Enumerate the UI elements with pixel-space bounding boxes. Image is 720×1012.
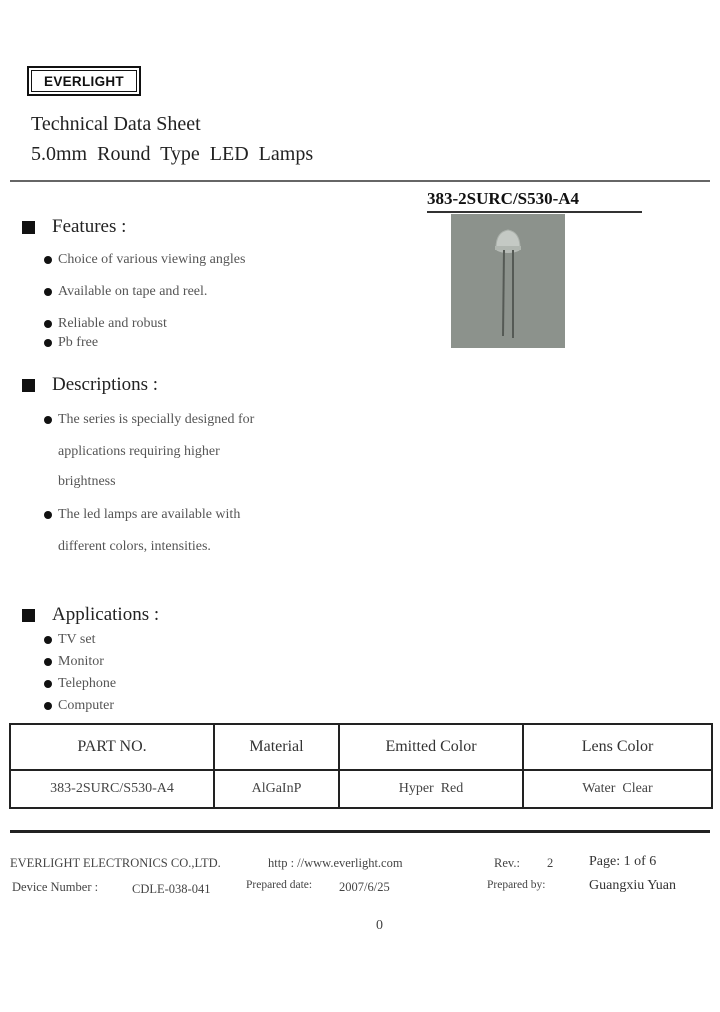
part-number-underline xyxy=(427,211,642,213)
bullet-icon xyxy=(44,658,52,666)
bullet-icon xyxy=(44,339,52,347)
table-header-cell: PART NO. xyxy=(10,724,214,770)
description-line: different colors, intensities. xyxy=(58,539,211,554)
application-item: Telephone xyxy=(44,676,116,692)
table-cell: Hyper Red xyxy=(339,770,523,808)
everlight-logo xyxy=(27,66,141,96)
bullet-icon xyxy=(44,511,52,519)
table-header-cell: Emitted Color xyxy=(339,724,523,770)
features-square-icon xyxy=(22,221,35,234)
header-divider xyxy=(10,180,710,182)
device-number-value: CDLE-038-041 xyxy=(132,882,211,896)
prepared-date-label: Prepared date: xyxy=(246,879,313,891)
features-heading: Features : xyxy=(52,216,127,237)
feature-item: Choice of various viewing angles xyxy=(44,252,245,268)
description-item: The series is specially designed for xyxy=(44,412,254,428)
table-cell: AlGaInP xyxy=(214,770,339,808)
applications-square-icon xyxy=(22,609,35,622)
bullet-icon xyxy=(44,256,52,264)
application-item: Computer xyxy=(44,698,114,714)
feature-item: Reliable and robust xyxy=(44,316,167,332)
led-lamp-icon xyxy=(451,214,565,348)
page-count: Page: 1 of 6 xyxy=(589,854,657,869)
prepared-by-label: Prepared by: xyxy=(487,879,546,891)
document-title: Technical Data Sheet xyxy=(31,113,201,135)
bullet-icon xyxy=(44,320,52,328)
document-subtitle: 5.0mm Round Type LED Lamps xyxy=(31,143,314,165)
bullet-icon xyxy=(44,636,52,644)
bullet-icon xyxy=(44,288,52,296)
description-line: brightness xyxy=(58,474,116,489)
application-item: TV set xyxy=(44,632,95,648)
part-number: 383-2SURC/S530-A4 xyxy=(427,189,580,208)
applications-heading: Applications : xyxy=(52,604,160,625)
table-row xyxy=(10,770,712,808)
application-item: Monitor xyxy=(44,654,104,670)
table-header-row xyxy=(10,724,712,770)
table-cell: 383-2SURC/S530-A4 xyxy=(10,770,214,808)
table-header-cell: Material xyxy=(214,724,339,770)
revision-value: 2 xyxy=(547,856,554,870)
footer-divider xyxy=(10,830,710,833)
description-item: The led lamps are available with xyxy=(44,507,240,523)
part-spec-table xyxy=(9,723,713,809)
company-url-link[interactable]: http : //www.everlight.com xyxy=(268,856,403,870)
feature-item: Pb free xyxy=(44,335,98,351)
description-line: applications requiring higher xyxy=(58,444,220,459)
company-name: EVERLIGHT ELECTRONICS CO.,LTD. xyxy=(10,856,221,870)
device-number-label: Device Number : xyxy=(12,880,99,894)
table-header-cell: Lens Color xyxy=(523,724,712,770)
feature-item: Available on tape and reel. xyxy=(44,284,207,300)
led-photo xyxy=(451,214,565,348)
prepared-date-value: 2007/6/25 xyxy=(339,880,390,894)
bullet-icon xyxy=(44,680,52,688)
page-index: 0 xyxy=(376,918,383,933)
descriptions-square-icon xyxy=(22,379,35,392)
logo-text: EVERLIGHT xyxy=(31,70,137,92)
prepared-by-value: Guangxiu Yuan xyxy=(589,878,676,893)
table-cell: Water Clear xyxy=(523,770,712,808)
descriptions-heading: Descriptions : xyxy=(52,374,159,395)
revision-label: Rev.: xyxy=(494,856,520,870)
bullet-icon xyxy=(44,702,52,710)
bullet-icon xyxy=(44,416,52,424)
